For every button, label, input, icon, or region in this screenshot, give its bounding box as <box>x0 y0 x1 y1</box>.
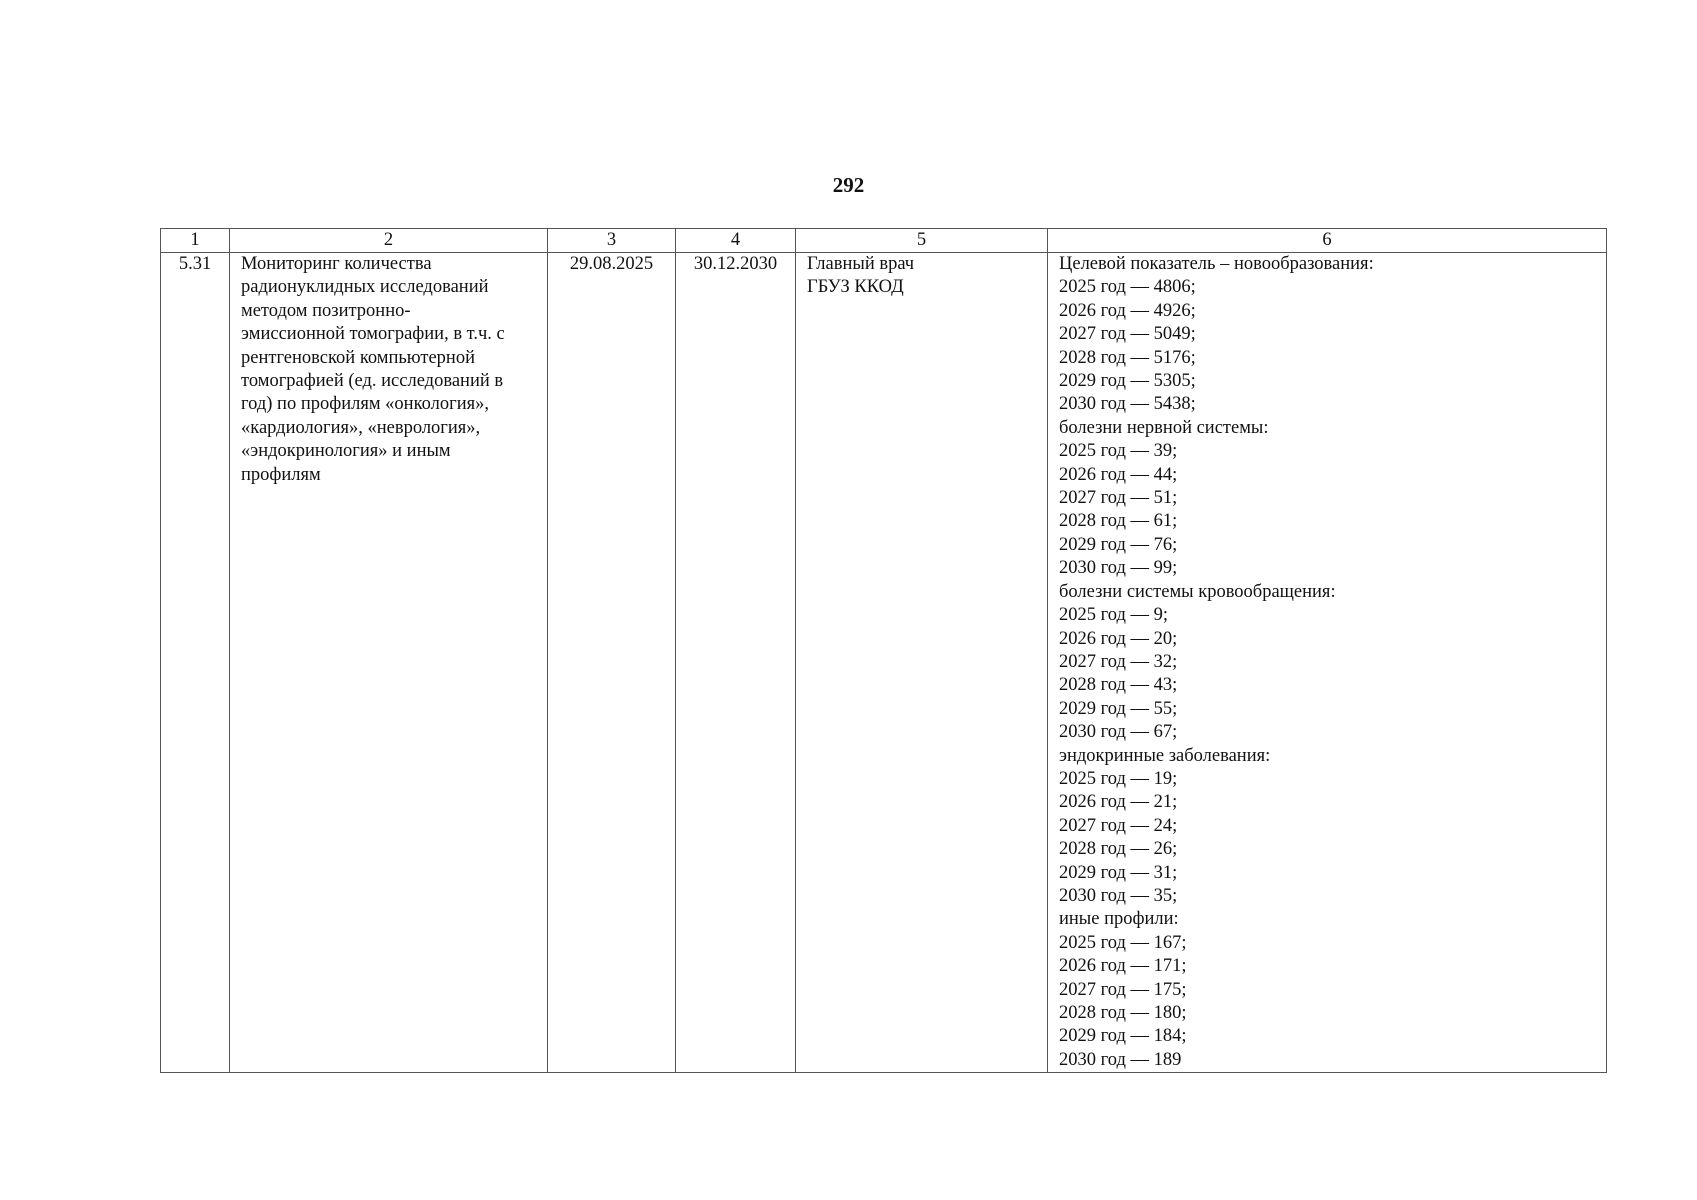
description-line: «эндокринология» и иным <box>241 441 451 462</box>
indicator-line: 2025 год — 167; <box>1059 932 1187 953</box>
indicator-line: 2028 год — 43; <box>1059 675 1178 696</box>
end-date: 30.12.2030 <box>693 254 778 274</box>
start-date-cell <box>548 253 676 1073</box>
indicator-line: 2026 год — 171; <box>1059 956 1187 977</box>
column-header-4: 4 <box>676 229 796 253</box>
end-date-cell <box>676 253 796 1073</box>
description-cell <box>230 253 548 1073</box>
indicator-line: 2025 год — 4806; <box>1059 277 1196 298</box>
description-line: год) по профилям «онкология», <box>241 394 489 415</box>
description-line: профилям <box>241 464 321 485</box>
description-line: рентгеновской компьютерной <box>241 347 475 368</box>
row-number: 5.31 <box>178 254 212 274</box>
description-line: радионуклидных исследований <box>241 277 489 298</box>
indicator-line: 2030 год — 189 <box>1059 1049 1182 1070</box>
indicator-line: 2025 год — 19; <box>1059 768 1178 789</box>
indicator-line: 2029 год — 31; <box>1059 862 1178 883</box>
indicator-line: 2026 год — 21; <box>1059 792 1178 813</box>
indicator-line: иные профили: <box>1059 909 1179 930</box>
indicator-line: 2027 год — 24; <box>1059 815 1178 836</box>
description-line: эмиссионной томографии, в т.ч. с <box>241 324 505 345</box>
indicator-line: 2028 год — 5176; <box>1059 347 1196 368</box>
start-date: 29.08.2025 <box>569 254 654 274</box>
indicator-line: 2028 год — 61; <box>1059 511 1178 532</box>
indicator-line: 2027 год — 5049; <box>1059 324 1196 345</box>
indicator-line: 2027 год — 175; <box>1059 979 1187 1000</box>
column-header-1: 1 <box>161 229 230 253</box>
column-header-5: 5 <box>796 229 1048 253</box>
column-header-6: 6 <box>1048 229 1607 253</box>
description-line: томографией (ед. исследований в <box>241 371 504 392</box>
indicator-line: 2025 год — 9; <box>1059 605 1169 626</box>
responsible-line: ГБУЗ ККОД <box>807 277 904 298</box>
column-header-2: 2 <box>230 229 548 253</box>
indicator-line: 2026 год — 4926; <box>1059 300 1196 321</box>
indicator-line: эндокринные заболевания: <box>1059 745 1271 766</box>
indicator-line: Целевой показатель – новообразования: <box>1059 254 1374 274</box>
indicator-cell <box>1048 253 1607 1073</box>
indicator-line: 2029 год — 184; <box>1059 1026 1187 1047</box>
indicator-line: 2030 год — 35; <box>1059 885 1178 906</box>
indicator-line: 2029 год — 55; <box>1059 698 1178 719</box>
indicator-line: 2026 год — 20; <box>1059 628 1178 649</box>
indicator-line: 2027 год — 32; <box>1059 651 1178 672</box>
indicator-line: 2029 год — 5305; <box>1059 371 1196 392</box>
indicator-list <box>1059 253 1595 1072</box>
row-number-cell <box>161 253 230 1073</box>
responsible-cell <box>796 253 1048 1073</box>
column-header-3: 3 <box>548 229 676 253</box>
indicator-line: 2027 год — 51; <box>1059 488 1178 509</box>
indicator-line: болезни системы кровообращения: <box>1059 581 1336 602</box>
indicator-line: 2029 год — 76; <box>1059 534 1178 555</box>
description-line: «кардиология», «неврология», <box>241 417 481 438</box>
indicator-line: 2025 год — 39; <box>1059 441 1178 462</box>
indicator-line: 2028 год — 26; <box>1059 839 1178 860</box>
description-line: методом позитронно- <box>241 300 411 321</box>
description-line: Мониторинг количества <box>241 254 432 274</box>
responsible-line: Главный врач <box>807 254 915 274</box>
table-header-row <box>161 229 1607 253</box>
indicator-line: 2026 год — 44; <box>1059 464 1178 485</box>
indicator-line: болезни нервной системы: <box>1059 417 1269 438</box>
page-number: 292 <box>832 173 865 197</box>
indicator-line: 2030 год — 67; <box>1059 722 1178 743</box>
indicator-line: 2028 год — 180; <box>1059 1003 1187 1023</box>
indicator-line: 2030 год — 5438; <box>1059 394 1196 415</box>
table-row <box>161 253 1607 1073</box>
monitoring-table <box>160 228 1607 1073</box>
indicator-line: 2030 год — 99; <box>1059 558 1178 579</box>
